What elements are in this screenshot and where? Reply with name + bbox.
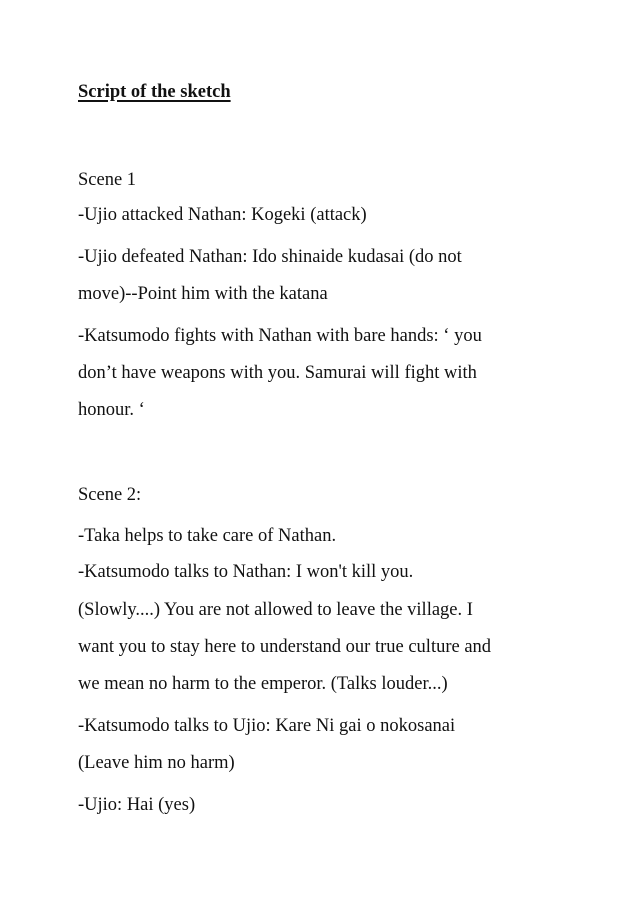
scene-1-line-4: -Katsumodo fights with Nathan with bare hands: ‘ you [78, 326, 482, 346]
scene-1-line-6: honour. ‘ [78, 400, 145, 420]
document-title: Script of the sketch [78, 82, 231, 102]
scene-2-line-6: -Katsumodo talks to Ujio: Kare Ni gai o nokosanai [78, 716, 456, 736]
scene-1-line-5: don’t have weapons with you. Samurai will fight with [78, 363, 477, 383]
scene-2-line-2: -Katsumodo talks to Nathan: I won't kill you. [78, 562, 414, 582]
scene-2-line-7: (Leave him no harm) [78, 753, 235, 773]
scene-2-line-3: (Slowly....) You are not allowed to leave the village. I [78, 600, 473, 620]
scene-1-line-2: -Ujio defeated Nathan: Ido shinaide kudasai (do not [78, 247, 462, 267]
scene-1-line-3: move)--Point him with the katana [78, 284, 328, 304]
scene-2-heading: Scene 2: [78, 485, 142, 505]
scene-2-line-5: we mean no harm to the emperor. (Talks louder...) [78, 674, 448, 694]
scene-1-heading: Scene 1 [78, 170, 137, 190]
scene-2-line-8: -Ujio: Hai (yes) [78, 795, 196, 815]
scene-2-line-1: -Taka helps to take care of Nathan. [78, 526, 337, 546]
scene-1-line-1: -Ujio attacked Nathan: Kogeki (attack) [78, 205, 367, 225]
scene-2-line-4: want you to stay here to understand our true culture and [78, 637, 492, 657]
